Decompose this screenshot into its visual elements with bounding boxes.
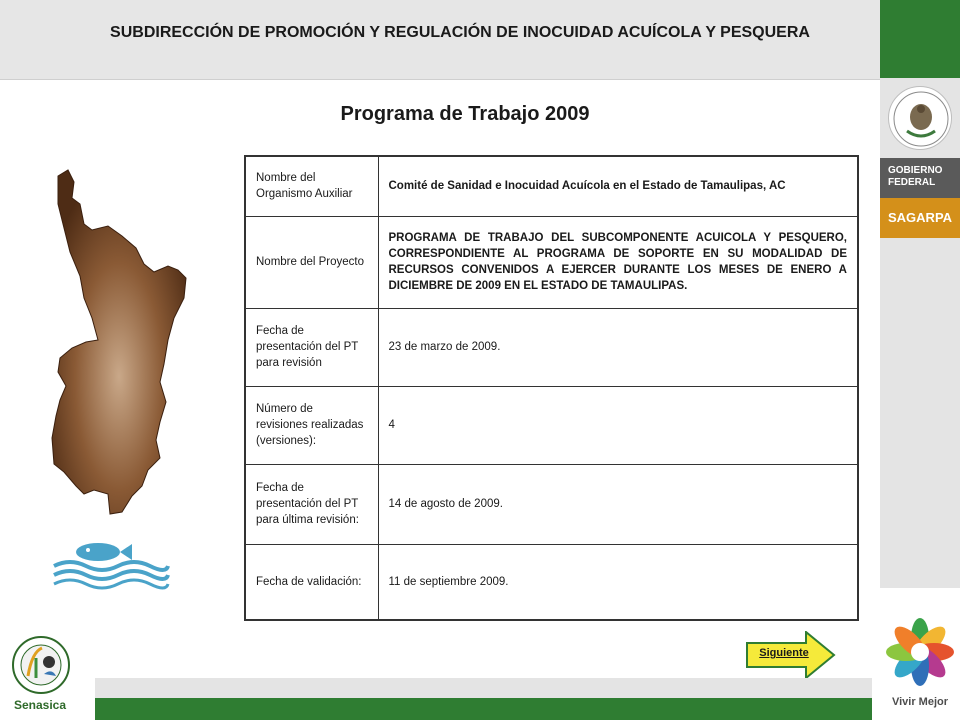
siguiente-button[interactable] (746, 631, 836, 679)
table-row (245, 544, 858, 620)
row-value: 23 de marzo de 2009. (378, 308, 858, 386)
row-value: 14 de agosto de 2009. (378, 464, 858, 544)
program-info-table (244, 155, 859, 621)
gobierno-federal-logo (880, 158, 960, 198)
table-row (245, 386, 858, 464)
sagarpa-logo: SAGARPA (880, 198, 960, 238)
row-label: Nombre del Proyecto (245, 216, 378, 308)
page-title: Programa de Trabajo 2009 (340, 103, 590, 125)
vivir-mejor-flower-icon (886, 618, 954, 686)
comite-sanidad-logo-icon (50, 538, 170, 593)
row-value: 4 (378, 386, 858, 464)
table-row (245, 464, 858, 544)
right-sidebar (880, 0, 960, 720)
tamaulipas-map-icon (50, 168, 195, 516)
header-band (0, 0, 880, 80)
table-row (245, 156, 858, 216)
row-label: Fecha de presentación del PT para revisión (245, 308, 378, 386)
footer-gray-bar (95, 678, 872, 698)
sidebar-green-block (880, 0, 960, 78)
siguiente-label[interactable]: Siguiente (759, 647, 809, 659)
row-label: Número de revisiones realizadas (versiones): (245, 386, 378, 464)
row-label: Fecha de presentación del PT para última revisión: (245, 464, 378, 544)
row-value: 11 de septiembre 2009. (378, 544, 858, 620)
senasica-label: Senasica (13, 698, 67, 712)
footer-green-bar (95, 698, 872, 720)
sidebar-gray-block (880, 78, 960, 588)
vivir-mejor-label: Vivir Mejor (891, 696, 949, 708)
row-value: Comité de Sanidad e Inocuidad Acuícola en el Estado de Tamaulipas, AC (378, 156, 858, 216)
mexico-seal-icon (888, 86, 952, 150)
row-label: Nombre del Organismo Auxiliar (245, 156, 378, 216)
row-label: Fecha de validación: (245, 544, 378, 620)
gobierno-line1: GOBIERNO (888, 165, 943, 176)
table-row (245, 308, 858, 386)
row-value: PROGRAMA DE TRABAJO DEL SUBCOMPONENTE ACUICOLA Y PESQUERO, CORRESPONDIENTE AL PROGRAMA DE SOPORTE EN SU MODALIDAD DE RECURSOS CONVENIDOS A EJERCER DURANTE LOS MESES DE ENERO A DICIEMBRE DE 2009 EN EL ESTADO DE TAMAULIPAS. (378, 216, 858, 308)
header-title: SUBDIRECCIÓN DE PROMOCIÓN Y REGULACIÓN DE INOCUIDAD ACUÍCOLA Y PESQUERA (110, 24, 810, 41)
table-row (245, 216, 858, 308)
gobierno-line2: FEDERAL (888, 177, 936, 188)
